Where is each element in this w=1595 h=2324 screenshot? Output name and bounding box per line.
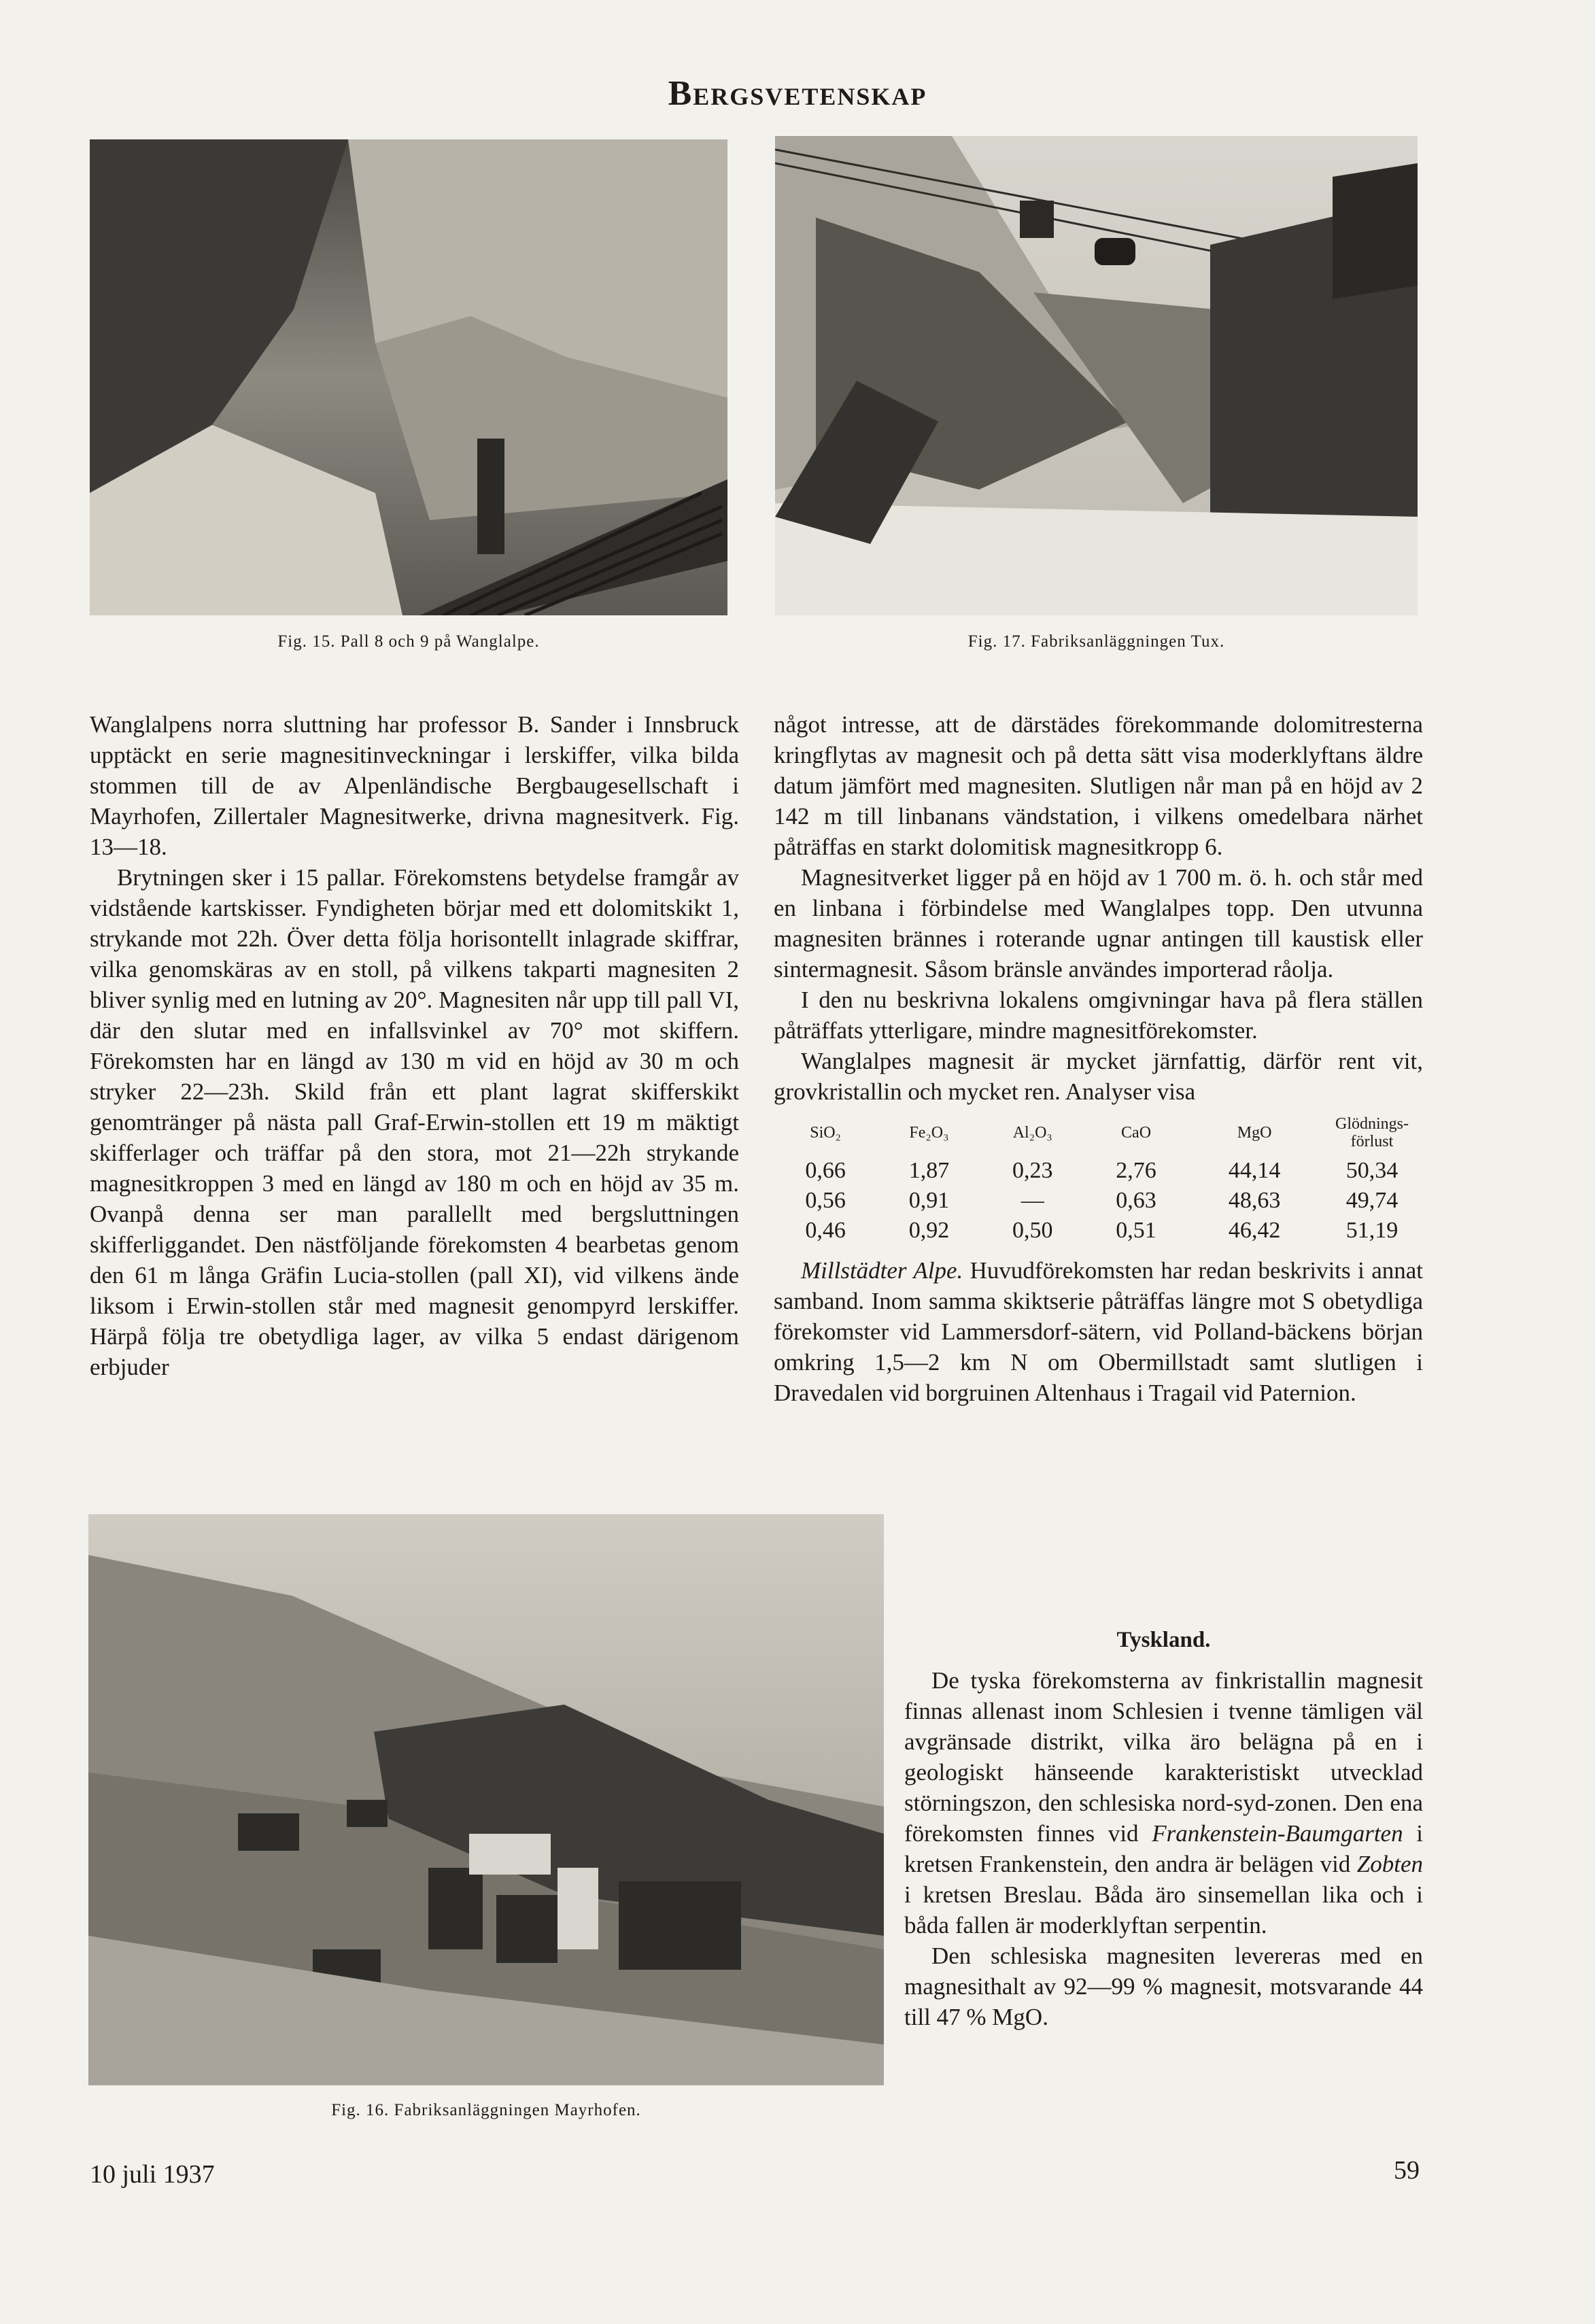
table-cell: 49,74 — [1345, 1188, 1399, 1213]
locality-frankenstein-baumgarten: Frankenstein-Baumgarten — [1152, 1820, 1403, 1847]
right-paragraph-3: I den nu beskrivna lokalens omgivningar hava på flera ställen påträffats ytterligare, mindre magnesitförekomster. — [774, 987, 1423, 1044]
table-cell: 2,76 — [1116, 1158, 1156, 1183]
right-paragraph-4: Wanglalpes magnesit är mycket järnfattig, därför rent vit, grovkristallin och mycket ren. Analyser visa — [774, 1048, 1423, 1105]
header-cao: CaO — [1121, 1124, 1152, 1142]
left-paragraph-2: Brytningen sker i 15 pallar. Förekomstens betydelse framgår av vidstående kartskisser. Fyndigheten börjar med ett dolomitskikt 1, strykande mot 22h. Över detta följa horisontellt inlagrade skiffrar, vilka genomskäras av en stoll, på vilkens takparti magnesiten 2 bliver synlig med en lutning av 20°. Magnesiten når upp till pall VI, där den slutar med en infallsvinkel av 70° mot skiffern. Förekomsten har en längd av 130 m vid en höjd av 30 m och stryker 22—23h. Skild från ett plant lagrat skifferskikt genomtränger på nästa pall Graf-Erwin-stollen ett 19 m mäktigt skifferlager och träffar på den stora, mot 21—22h strykande magnesitkroppen 3 med en längd av 180 m och en höjd av 35 m. Ovanpå denna ser man parallellt med bergsluttningen skifferliggandet. Den nästföljande förekomsten 4 bearbetas genom den 61 m långa Gräfin Lucia-stollen (pall XI), vid vilkens ände liksom i Erwin-stollen står med magnesit genompyrd lerskiffer. Härpå följa tre obetydliga lager, av vilka 5 endast därigenom erbjuder — [90, 864, 739, 1380]
figure-16-photo — [88, 1514, 884, 2085]
table-cell: 46,42 — [1228, 1218, 1281, 1243]
locality-zobten: Zobten — [1356, 1851, 1423, 1877]
paragraph-6-part-c: i kretsen Breslau. Båda äro sinsemellan lika och i båda fallen är moderklyftan serpentin. — [904, 1881, 1423, 1938]
running-head: Bergsvetenskap — [668, 74, 927, 113]
table-cell: 0,92 — [908, 1218, 950, 1243]
locality-millstadter-alpe: Millstädter Alpe. — [801, 1257, 963, 1284]
right-paragraph-5-text: Huvudförekomsten har redan beskrivits i annat samband. Inom samma skiktserie påträffas längre mot S obetydliga förekomster vid Lammersdorf-sätern, vid Polland-bäckens början omkring 1,5—2 km N om Obermillstadt samt slutligen i Dravedalen vid borgruinen Altenhaus i Tragail vid Paternion. — [774, 1257, 1424, 1406]
table-cell: 0,23 — [1012, 1158, 1053, 1183]
header-sio2: SiO₂ — [810, 1124, 841, 1142]
paragraph-6-part-a: De tyska förekomsterna av finkristallin magnesit finnas allenast inom Schlesien i tvenne tämligen väl avgränsade distrikt, vilka äro belägna på en i geologiskt hänseende karakteristiskt utvecklad störningszon, den schlesiska nord-syd-zonen. Den ena förekomsten finnes vid — [904, 1667, 1423, 1847]
figure-15-caption: Fig. 15. Pall 8 och 9 på Wanglalpe. — [277, 632, 540, 651]
figure-16-caption: Fig. 16. Fabriksanläggningen Mayrhofen. — [331, 2101, 641, 2119]
figure-17-photo — [775, 136, 1418, 615]
header-al2o3: Al₂O₃ — [1012, 1124, 1052, 1142]
table-cell: 0,66 — [805, 1158, 846, 1183]
right-paragraph-2: Magnesitverket ligger på en höjd av 1 700 m. ö. h. och står med en linbana i förbindelse med Wanglalpes topp. Den utvunna magnesiten brännes i roterande ugnar antingen till kaustisk eller sintermagnesit. Såsom bränsle användes importerad råolja. — [774, 864, 1423, 982]
table-cell: 0,50 — [1012, 1218, 1053, 1243]
analysis-table-header — [774, 1112, 1423, 1156]
figure-17-caption: Fig. 17. Fabriksanläggningen Tux. — [967, 632, 1225, 651]
left-column — [90, 709, 739, 1382]
right-column-lower — [904, 1617, 1423, 2032]
paragraph-6-part-b: i kretsen Frankenstein, den andra är belägen vid — [904, 1820, 1423, 1877]
table-cell: 48,63 — [1228, 1188, 1281, 1213]
table-cell: 0,46 — [805, 1218, 846, 1243]
table-cell: 0,51 — [1116, 1218, 1156, 1243]
header-mgo: MgO — [1237, 1124, 1272, 1142]
table-row — [774, 1186, 1423, 1216]
table-row — [774, 1216, 1423, 1246]
table-cell: 51,19 — [1345, 1218, 1399, 1243]
issue-date: 10 juli 1937 — [90, 2160, 215, 2189]
right-paragraph-1: något intresse, att de därstädes förekommande dolomitresterna kringflytas av magnesit och på detta sätt visa moderklyftans äldre datum jämfört med magnesiten. Slutligen når man på en höjd av 2 142 m till linbanans vändstation, i vilkens omedelbara närhet påträffas en starkt dolomitisk magnesitkropp 6. — [774, 711, 1423, 860]
table-cell: 44,14 — [1228, 1158, 1281, 1183]
right-paragraph-6 — [904, 1665, 1423, 1941]
table-cell: 0,56 — [805, 1188, 846, 1213]
table-cell: 50,34 — [1345, 1158, 1399, 1183]
right-paragraph-7: Den schlesiska magnesiten levereras med en magnesithalt av 92—99 % magnesit, motsvarande 44 till 47 % MgO. — [904, 1943, 1423, 2030]
page-number: 59 — [1394, 2156, 1420, 2185]
right-paragraph-5 — [774, 1255, 1423, 1408]
header-fe2o3: Fe₂O₃ — [909, 1124, 949, 1142]
table-cell: 0,63 — [1116, 1188, 1156, 1213]
figure-15-photo — [90, 139, 727, 615]
right-column — [774, 709, 1423, 1408]
analysis-table — [774, 1112, 1423, 1246]
table-cell: — — [1021, 1188, 1044, 1213]
table-cell: 1,87 — [908, 1158, 950, 1183]
header-gluhverlust: Glödnings-förlust — [1335, 1115, 1409, 1150]
section-heading-tyskland: Tyskland. — [1116, 1628, 1211, 1652]
left-paragraph-1: Wanglalpens norra sluttning har professor B. Sander i Innsbruck upptäckt en serie magnesitinveckningar i lerskiffer, vilka bilda stommen till de av Alpenländische Bergbaugesellschaft i Mayrhofen, Zillertaler Magnesitwerke, drivna magnesitverk. Fig. 13—18. — [90, 711, 739, 860]
table-cell: 0,91 — [908, 1188, 950, 1213]
table-row — [774, 1156, 1423, 1186]
